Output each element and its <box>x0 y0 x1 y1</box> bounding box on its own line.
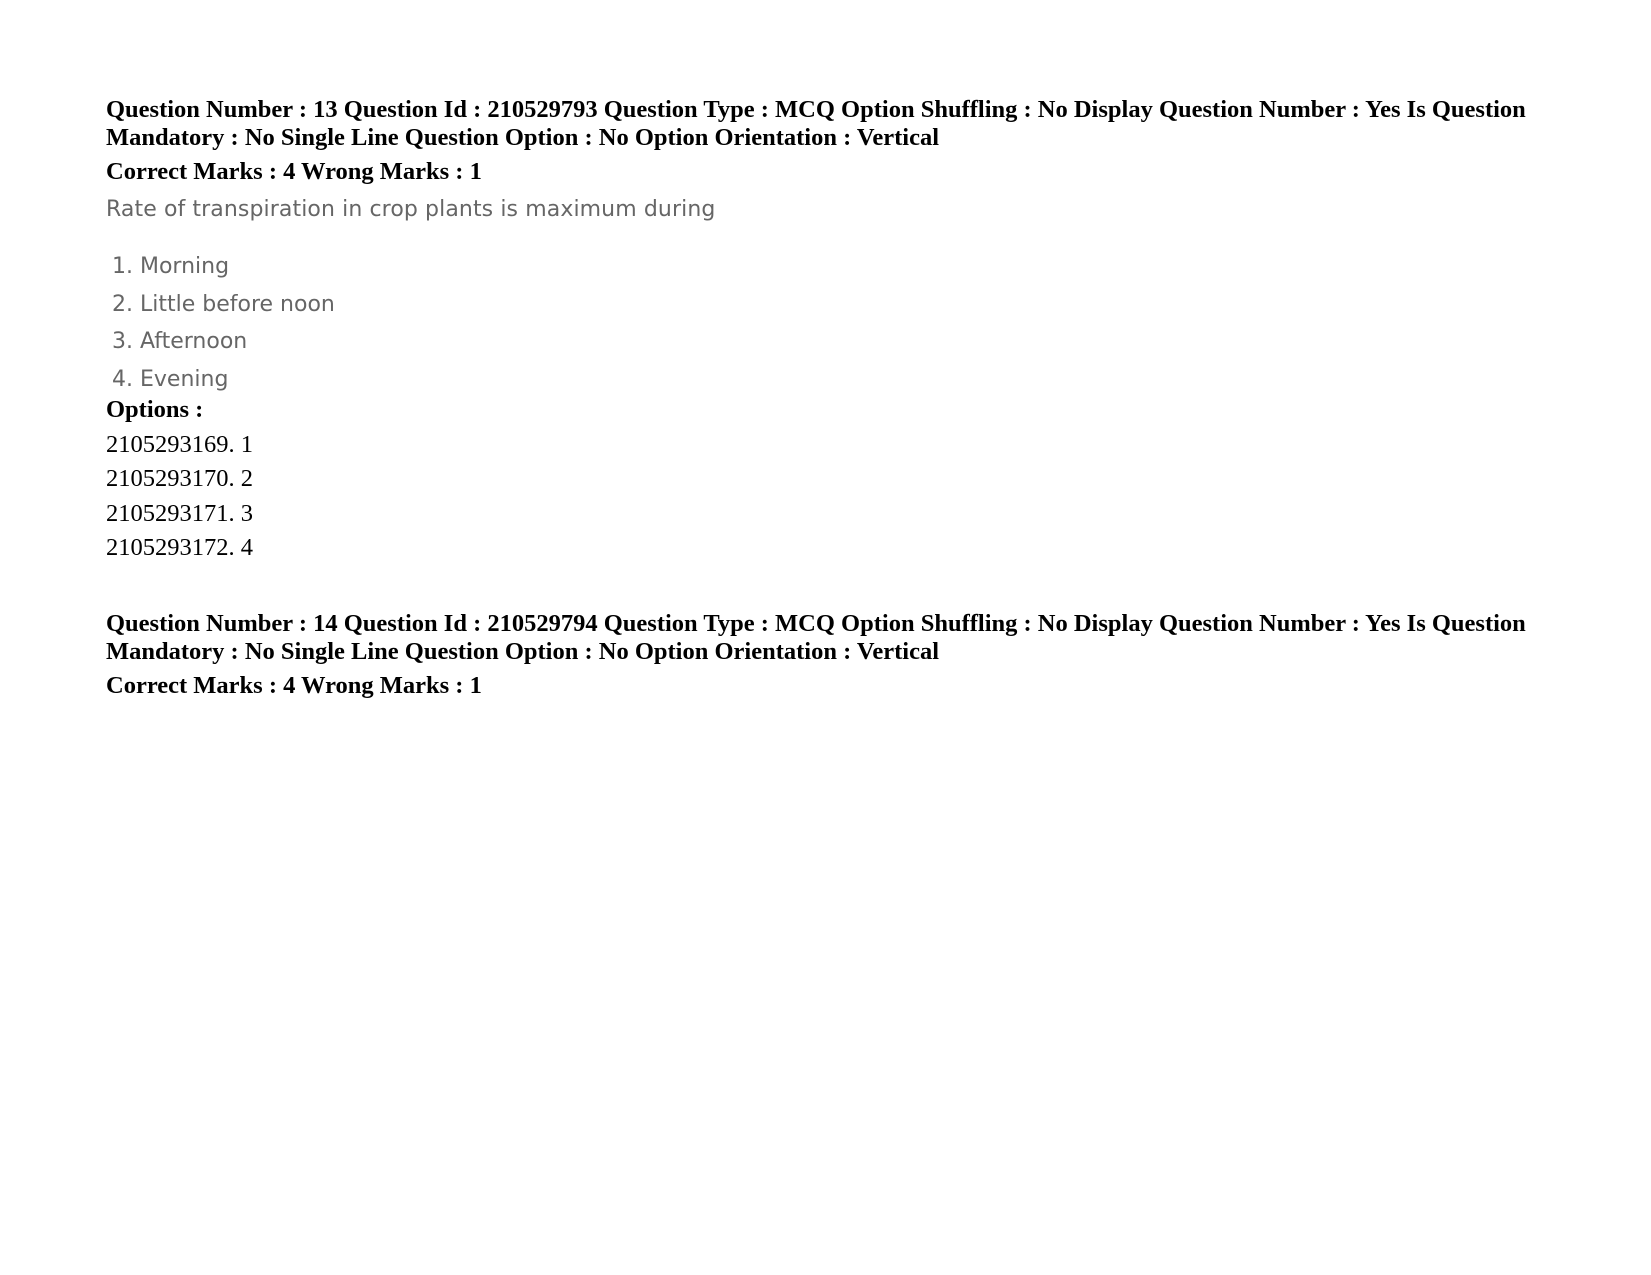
question-13-block <box>106 96 1576 566</box>
option-item: 2105293171. 3 <box>106 499 253 527</box>
question-14-header-line-2: Mandatory : No Single Line Question Option : No Option Orientation : Vertical <box>106 637 940 665</box>
option-item: 2105293170. 2 <box>106 465 253 493</box>
choice-item: 3. Afternoon <box>112 329 248 355</box>
document-page <box>106 96 1576 700</box>
option-item: 2105293172. 4 <box>106 534 253 562</box>
options-label: Options : <box>106 395 204 423</box>
question-13-options <box>106 428 1576 566</box>
choice-item: 4. Evening <box>112 367 229 393</box>
question-13-header-line-1: Question Number : 13 Question Id : 210529793 Question Type : MCQ Option Shuffling : No Display Question Number : Yes Is Question <box>106 96 1526 123</box>
question-13-header <box>106 96 1576 152</box>
question-13-header-line-2: Mandatory : No Single Line Question Option : No Option Orientation : Vertical <box>106 124 940 151</box>
question-13-text: Rate of transpiration in crop plants is maximum during <box>106 197 716 222</box>
question-14-marks: Correct Marks : 4 Wrong Marks : 1 <box>106 671 482 699</box>
question-14-block <box>106 610 1576 700</box>
question-13-image <box>106 197 1576 405</box>
option-item: 2105293169. 1 <box>106 430 253 458</box>
choice-item: 1. Morning <box>112 254 230 279</box>
question-13-choices <box>106 254 1576 405</box>
question-14-header <box>106 610 1576 666</box>
choice-item: 2. Little before noon <box>112 291 335 317</box>
question-13-marks: Correct Marks : 4 Wrong Marks : 1 <box>106 158 482 185</box>
question-14-header-line-1: Question Number : 14 Question Id : 210529794 Question Type : MCQ Option Shuffling : No Display Question Number : Yes Is Question <box>106 609 1526 637</box>
